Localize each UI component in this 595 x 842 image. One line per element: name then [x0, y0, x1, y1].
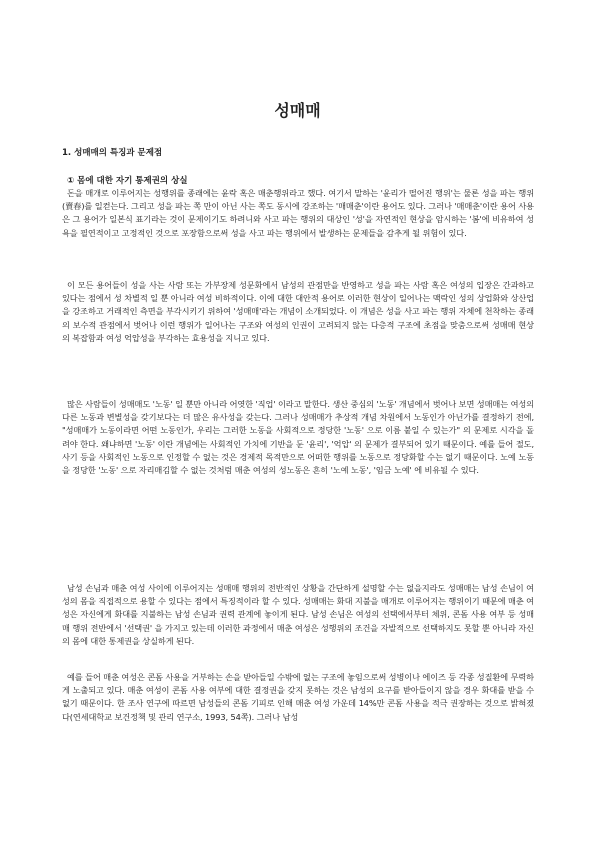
section-heading: 1. 성매매의 특징과 문제점	[62, 148, 163, 158]
paragraph: 돈을 매개로 이루어지는 성행위를 종래에는 윤락 혹은 매춘행위라고 했다. 여기서 말하는 '윤리가 떨어진 행위'는 물론 성을 파는 행위(賣春)를 일컫는다. 그리고 성을 파는 쪽 만이 아닌 사는 쪽도 동시에 강조하는 '매매춘'이란 용어도 있다. 그러나 '매매춘'이란 용어 사용은 그 용어가 일본식 표기라는 것이 문제이기도 하려니와 사고 파는 행위의 대상인 '성'을 자연적인 현상을 암시하는 '봄'에 비유하여 성욕을 필연적이고 고정적인 것으로 포장함으로써 성을 사고 파는 행위에서 발생하는 문제들을 감추게 될 위험이 있다.	[62, 188, 534, 238]
paragraph: 이 모든 용어들이 성을 사는 사람 또는 가부장제 성문화에서 남성의 관점만을 반영하고 성을 파는 사람 혹은 여성의 입장은 간과하고 있다는 점에서 성 차별적 일 뿐 아니라 여성 비하적이다. 이에 대한 대안적 용어로 이러한 현상이 일어나는 맥락인 성의 상업화와 상산업을 강조하고 거래적인 측면을 부각시키기 위하여 '성매매'라는 개념이 소개되었다. 이 개념은 성을 사고 파는 행위 자체에 천착하는 종래의 보수적 관점에서 벗어나 이런 행위가 일어나는 구조와 여성의 인권이 고려되지 않는 다층적 구조에 초점을 맞춤으로써 성매매 현상의 복잡함과 여성 억압성을 부각하는 효용성을 지니고 있다.	[62, 280, 534, 343]
sub-heading: ① 몸에 대한 자기 통제권의 상실	[67, 176, 188, 186]
paragraph: 남성 손님과 매춘 여성 사이에 이루어지는 성매매 행위의 전반적인 상황을 간단하게 설명할 수는 없을지라도 성매매는 남성 손님이 여성의 몸을 직접적으로 용할 수 있다는 점에서 특징적이라 할 수 있다. 성매매는 화대 지불을 매개로 이루어지는 행위이기 때문에 매춘 여성은 자신에게 화대를 지불하는 남성 손님과 권력 관계에 놓이게 된다. 남성 손님은 여성의 선택에서부터 체위, 콘돔 사용 여부 등 성매매 행위 전반에서 '선택권' 을 가지고 있는데 이러한 과정에서 매춘 여성은 성행위의 조건을 자발적으로 선택하지도 못할 뿐 아니라 자신의 몸에 대한 통제권을 상실하게 된다.	[62, 583, 534, 646]
paragraph: 예를 들어 매춘 여성은 콘돔 사용을 거부하는 손을 받아들일 수밖에 없는 구조에 놓임으로써 성병이나 에이즈 등 각종 성질환에 무력하게 노출되고 있다. 매춘 여성이 콘돔 사용 여부에 대한 결정권을 갖지 못하는 것은 남성의 요구를 받아들이지 않을 경우 화대를 받을 수 없기 때문이다. 한 조사 연구에 따르면 남성들의 콘돔 기피로 인해 매춘 여성 가운데 14%만 콘돔 사용을 적극 권장하는 것으로 밝혀졌다(연세대학교 보건정책 및 관리 연구소, 1993, 54쪽). 그러나 남성	[62, 672, 534, 722]
paragraph: 많은 사람들이 성매매도 '노동' 일 뿐만 아니라 어엿한 '직업' 이라고 말한다. 생산 중심의 '노동' 개념에서 벗어나 보면 성매매는 여성의 다른 노동과 변별성을 갖기보다는 더 많은 유사성을 갖는다. 그러나 성매매가 추상적 개념 차원에서 노동인가 아닌가를 결정하기 전에, "성매매가 노동이라면 어떤 노동인가, 우리는 그러한 노동을 사회적으로 정당한 '노동' 으로 이름 붙일 수 있는가" 의 문제로 시각을 돌려야 한다. 왜냐하면 '노동' 이란 개념에는 사회적인 가치에 기반을 둔 '윤리', '억압' 의 문제가 결부되어 있기 때문이다. 예를 들어 절도, 사기 등을 사회적인 노동으로 인정할 수 없는 것은 경제적 목적만으로 어떠한 행위를 노동으로 정당화할 수는 없기 때문이다. 노예 노동을 정당한 '노동' 으로 자리매김할 수 없는 것처럼 매춘 여성의 성노동은 흔히 '노예 노동', '임금 노예' 에 비유될 수 있다.	[62, 399, 534, 476]
document-title: 성매매	[274, 101, 321, 120]
